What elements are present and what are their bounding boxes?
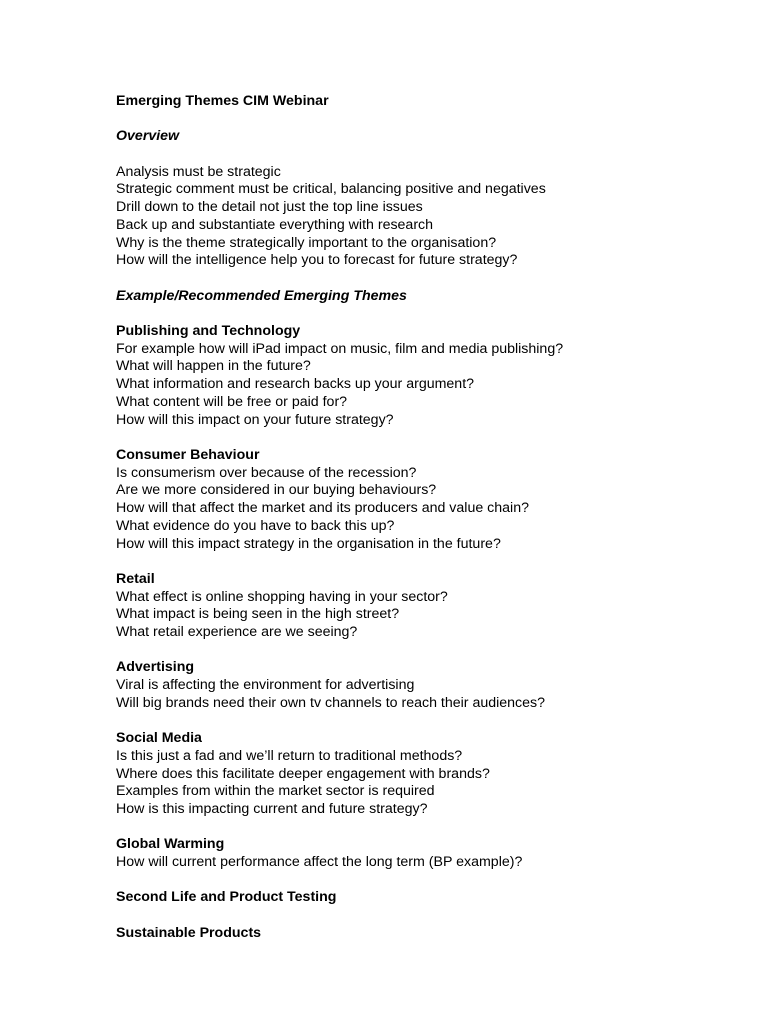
section-retail	[116, 571, 736, 642]
section-line: How will that affect the market and its producers and value chain?	[116, 500, 529, 517]
document-page	[116, 93, 736, 943]
section-heading: Consumer Behaviour	[116, 446, 260, 463]
section-sustainable-products	[116, 925, 736, 943]
section-heading: Advertising	[116, 659, 195, 676]
overview-line: Why is the theme strategically important to the organisation?	[116, 234, 497, 251]
section-line: Where does this facilitate deeper engagement with brands?	[116, 765, 490, 782]
section-publishing	[116, 323, 736, 429]
overview-list	[116, 164, 736, 270]
section-social-media	[116, 730, 736, 819]
section-second-life	[116, 889, 736, 907]
overview-line: Back up and substantiate everything with research	[116, 216, 434, 233]
themes-heading: Example/Recommended Emerging Themes	[116, 287, 407, 304]
section-line: What will happen in the future?	[116, 358, 311, 375]
section-line: Viral is affecting the environment for advertising	[116, 677, 415, 694]
section-line: Examples from within the market sector is required	[116, 783, 435, 800]
section-line: What retail experience are we seeing?	[116, 624, 358, 640]
section-heading: Social Media	[116, 730, 202, 747]
section-line: How will this impact on your future strategy?	[116, 411, 394, 428]
section-line: What evidence do you have to back this up?	[116, 517, 395, 534]
section-line: Is consumerism over because of the recession?	[116, 464, 417, 481]
overview-line: Analysis must be strategic	[116, 163, 281, 180]
section-heading: Publishing and Technology	[116, 323, 301, 340]
section-consumer-behaviour	[116, 447, 736, 553]
section-line: How will current performance affect the long term (BP example)?	[116, 854, 523, 871]
section-line: Will big brands need their own tv channels to reach their audiences?	[116, 694, 546, 711]
section-heading: Sustainable Products	[116, 924, 262, 941]
section-line: What impact is being seen in the high street?	[116, 606, 400, 623]
section-line: How is this impacting current and future strategy?	[116, 801, 428, 817]
section-heading: Global Warming	[116, 836, 225, 853]
section-line: What content will be free or paid for?	[116, 393, 348, 410]
section-line: What information and research backs up your argument?	[116, 376, 475, 393]
section-advertising	[116, 659, 736, 712]
overview-line: How will the intelligence help you to forecast for future strategy?	[116, 252, 518, 269]
section-heading: Retail	[116, 570, 155, 587]
section-line: Are we more considered in our buying behaviours?	[116, 482, 437, 499]
overview-line: Strategic comment must be critical, balancing positive and negatives	[116, 181, 546, 198]
section-line: For example how will iPad impact on music, film and media publishing?	[116, 340, 564, 357]
section-line: Is this just a fad and we’ll return to traditional methods?	[116, 747, 463, 764]
overview-line: Drill down to the detail not just the top line issues	[116, 199, 423, 216]
section-global-warming	[116, 836, 736, 871]
section-line: What effect is online shopping having in your sector?	[116, 588, 448, 605]
document-title: Emerging Themes CIM Webinar	[116, 93, 329, 109]
section-heading: Second Life and Product Testing	[116, 889, 337, 906]
section-line: How will this impact strategy in the organisation in the future?	[116, 535, 501, 552]
overview-heading: Overview	[116, 128, 180, 145]
